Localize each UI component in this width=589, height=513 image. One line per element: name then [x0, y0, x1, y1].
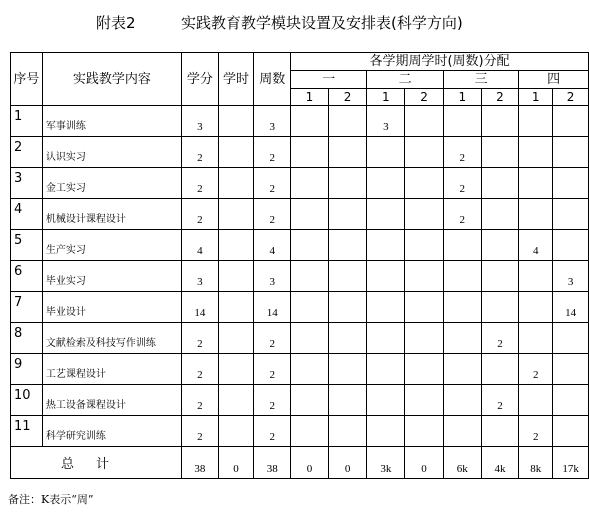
row-semester-value: [291, 137, 329, 168]
row-index: 7: [11, 292, 43, 323]
row-hours: [218, 230, 254, 261]
row-credits: 3: [182, 106, 219, 137]
header-semester: 1: [443, 89, 481, 106]
row-semester-value: [405, 199, 444, 230]
row-semester-value: [443, 106, 481, 137]
total-label: 总计: [11, 447, 182, 479]
header-semester: 2: [328, 89, 367, 106]
row-index: 2: [11, 137, 43, 168]
table-row: [11, 292, 589, 323]
row-semester-value: [367, 230, 405, 261]
row-content: 金工实习: [42, 168, 181, 199]
row-semester-value: [443, 292, 481, 323]
row-semester-value: [553, 137, 589, 168]
total-credits: 38: [182, 447, 219, 479]
total-semester-value: 0: [291, 447, 329, 479]
header-semester: 2: [481, 89, 519, 106]
appendix-label: 附表2: [96, 14, 136, 32]
row-semester-value: [328, 168, 367, 199]
header-hours: [218, 53, 254, 106]
row-semester-value: [519, 168, 553, 199]
row-weeks: 2: [254, 354, 291, 385]
row-credits: 2: [182, 385, 219, 416]
row-semester-value: 14: [553, 292, 589, 323]
row-semester-value: [367, 137, 405, 168]
header-credits-label: 学分: [186, 71, 213, 87]
row-hours: [218, 261, 254, 292]
table-row: [11, 416, 589, 447]
row-content: 毕业实习: [42, 261, 181, 292]
row-semester-value: [367, 261, 405, 292]
row-semester-value: [328, 106, 367, 137]
row-content: 军事训练: [42, 106, 181, 137]
table-title: [0, 10, 589, 34]
row-index: 3: [11, 168, 43, 199]
row-index: 1: [11, 106, 43, 137]
total-semester-value: 8k: [519, 447, 553, 479]
row-semester-value: [553, 168, 589, 199]
header-semester: 1: [367, 89, 405, 106]
header-year-4: 四: [519, 71, 589, 89]
table-row: [11, 261, 589, 292]
table-row: [11, 168, 589, 199]
row-hours: [218, 168, 254, 199]
row-index: 10: [11, 385, 43, 416]
total-semester-value: 3k: [367, 447, 405, 479]
row-hours: [218, 199, 254, 230]
row-semester-value: [367, 199, 405, 230]
row-hours: [218, 137, 254, 168]
row-semester-value: [328, 292, 367, 323]
row-weeks: 2: [254, 416, 291, 447]
header-semester: 2: [405, 89, 444, 106]
row-hours: [218, 323, 254, 354]
total-semester-value: 4k: [481, 447, 519, 479]
row-semester-value: [481, 354, 519, 385]
row-semester-value: [405, 137, 444, 168]
row-credits: 2: [182, 323, 219, 354]
row-content: 工艺课程设计: [42, 354, 181, 385]
row-semester-value: [405, 168, 444, 199]
row-hours: [218, 292, 254, 323]
header-semester: 2: [553, 89, 589, 106]
row-semester-value: [553, 354, 589, 385]
header-weeks: [254, 53, 291, 106]
row-semester-value: 4: [519, 230, 553, 261]
row-semester-value: [328, 416, 367, 447]
row-semester-value: [405, 106, 444, 137]
row-semester-value: [481, 230, 519, 261]
row-content: 认识实习: [42, 137, 181, 168]
row-semester-value: [328, 354, 367, 385]
row-semester-value: [443, 354, 481, 385]
row-weeks: 2: [254, 323, 291, 354]
row-credits: 14: [182, 292, 219, 323]
row-weeks: 2: [254, 137, 291, 168]
table-row: [11, 323, 589, 354]
row-credits: 2: [182, 416, 219, 447]
header-year-1: 一: [291, 71, 367, 89]
row-semester-value: [328, 261, 367, 292]
row-semester-value: [367, 323, 405, 354]
row-semester-value: [443, 416, 481, 447]
row-semester-value: [553, 385, 589, 416]
row-semester-value: [291, 385, 329, 416]
row-content: 热工设备课程设计: [42, 385, 181, 416]
row-semester-value: [553, 106, 589, 137]
row-semester-value: [553, 199, 589, 230]
header-index: [11, 53, 43, 106]
title-text: 实践教育教学模块设置及安排表(科学方向): [181, 14, 463, 32]
row-semester-value: [405, 416, 444, 447]
row-weeks: 2: [254, 199, 291, 230]
row-content: 科学研究训练: [42, 416, 181, 447]
row-semester-value: [328, 199, 367, 230]
row-credits: 2: [182, 354, 219, 385]
row-semester-value: [367, 416, 405, 447]
row-semester-value: [405, 230, 444, 261]
row-semester-value: 3: [367, 106, 405, 137]
row-semester-value: [443, 385, 481, 416]
row-semester-value: [405, 292, 444, 323]
row-semester-value: [291, 354, 329, 385]
row-semester-value: [519, 292, 553, 323]
row-credits: 2: [182, 168, 219, 199]
row-hours: [218, 354, 254, 385]
row-credits: 4: [182, 230, 219, 261]
row-index: 8: [11, 323, 43, 354]
row-semester-value: [481, 168, 519, 199]
total-semester-value: 6k: [443, 447, 481, 479]
table-row: [11, 354, 589, 385]
row-semester-value: [481, 199, 519, 230]
table-row: [11, 106, 589, 137]
row-semester-value: [328, 230, 367, 261]
row-semester-value: 2: [519, 354, 553, 385]
row-semester-value: 2: [443, 137, 481, 168]
total-hours: 0: [218, 447, 254, 479]
row-weeks: 4: [254, 230, 291, 261]
row-semester-value: 2: [519, 416, 553, 447]
row-semester-value: [481, 106, 519, 137]
row-credits: 3: [182, 261, 219, 292]
row-semester-value: 3: [553, 261, 589, 292]
row-semester-value: [291, 292, 329, 323]
row-semester-value: [405, 323, 444, 354]
row-weeks: 2: [254, 385, 291, 416]
row-semester-value: 2: [443, 168, 481, 199]
table-row: [11, 385, 589, 416]
row-semester-value: [443, 323, 481, 354]
row-semester-value: [519, 106, 553, 137]
footnote: 备注：K表示“周”: [8, 493, 94, 506]
row-semester-value: [519, 385, 553, 416]
row-semester-value: [328, 137, 367, 168]
row-semester-value: 2: [481, 323, 519, 354]
total-weeks: 38: [254, 447, 291, 479]
row-weeks: 3: [254, 106, 291, 137]
table-row: [11, 199, 589, 230]
row-semester-value: [405, 385, 444, 416]
row-semester-value: [519, 323, 553, 354]
row-semester-value: [367, 354, 405, 385]
row-credits: 2: [182, 199, 219, 230]
row-hours: [218, 385, 254, 416]
row-hours: [218, 416, 254, 447]
row-index: 5: [11, 230, 43, 261]
row-semester-value: [519, 261, 553, 292]
total-row: [11, 447, 589, 479]
row-semester-value: [291, 323, 329, 354]
row-semester-value: [481, 292, 519, 323]
row-index: 9: [11, 354, 43, 385]
row-semester-value: [291, 416, 329, 447]
row-semester-value: [481, 416, 519, 447]
row-semester-value: [328, 385, 367, 416]
row-weeks: 14: [254, 292, 291, 323]
header-credits: [182, 53, 219, 106]
total-semester-value: 17k: [553, 447, 589, 479]
header-year-2: 二: [367, 71, 443, 89]
row-semester-value: [328, 323, 367, 354]
row-semester-value: [291, 230, 329, 261]
row-index: 6: [11, 261, 43, 292]
practice-schedule-table: [10, 52, 589, 479]
header-semester: 1: [519, 89, 553, 106]
header-index-label: 序号: [13, 71, 40, 87]
table-row: [11, 230, 589, 261]
row-semester-value: [367, 385, 405, 416]
row-content: 毕业设计: [42, 292, 181, 323]
row-semester-value: [443, 230, 481, 261]
row-credits: 2: [182, 137, 219, 168]
row-semester-value: [367, 292, 405, 323]
row-content: 生产实习: [42, 230, 181, 261]
header-year-3: 三: [443, 71, 518, 89]
row-content: 机械设计课程设计: [42, 199, 181, 230]
table-row: [11, 137, 589, 168]
row-semester-value: [443, 261, 481, 292]
total-semester-value: 0: [328, 447, 367, 479]
header-distribution: 各学期周学时(周数)分配: [291, 53, 589, 71]
row-semester-value: [405, 261, 444, 292]
row-semester-value: [405, 354, 444, 385]
row-content: 文献检索及科技写作训练: [42, 323, 181, 354]
row-semester-value: 2: [481, 385, 519, 416]
row-index: 4: [11, 199, 43, 230]
total-semester-value: 0: [405, 447, 444, 479]
row-weeks: 2: [254, 168, 291, 199]
row-semester-value: [291, 199, 329, 230]
row-semester-value: [553, 230, 589, 261]
header-content: 实践教学内容: [42, 53, 181, 106]
row-index: 11: [11, 416, 43, 447]
header-hours-label: 学时: [223, 71, 250, 87]
row-semester-value: [291, 106, 329, 137]
row-semester-value: [481, 261, 519, 292]
row-semester-value: 2: [443, 199, 481, 230]
row-semester-value: [553, 416, 589, 447]
row-semester-value: [481, 137, 519, 168]
header-semester: 1: [291, 89, 329, 106]
row-semester-value: [367, 168, 405, 199]
row-semester-value: [291, 261, 329, 292]
row-semester-value: [519, 137, 553, 168]
row-semester-value: [519, 199, 553, 230]
row-semester-value: [553, 323, 589, 354]
row-semester-value: [291, 168, 329, 199]
header-weeks-label: 周数: [259, 71, 286, 87]
row-hours: [218, 106, 254, 137]
row-weeks: 3: [254, 261, 291, 292]
